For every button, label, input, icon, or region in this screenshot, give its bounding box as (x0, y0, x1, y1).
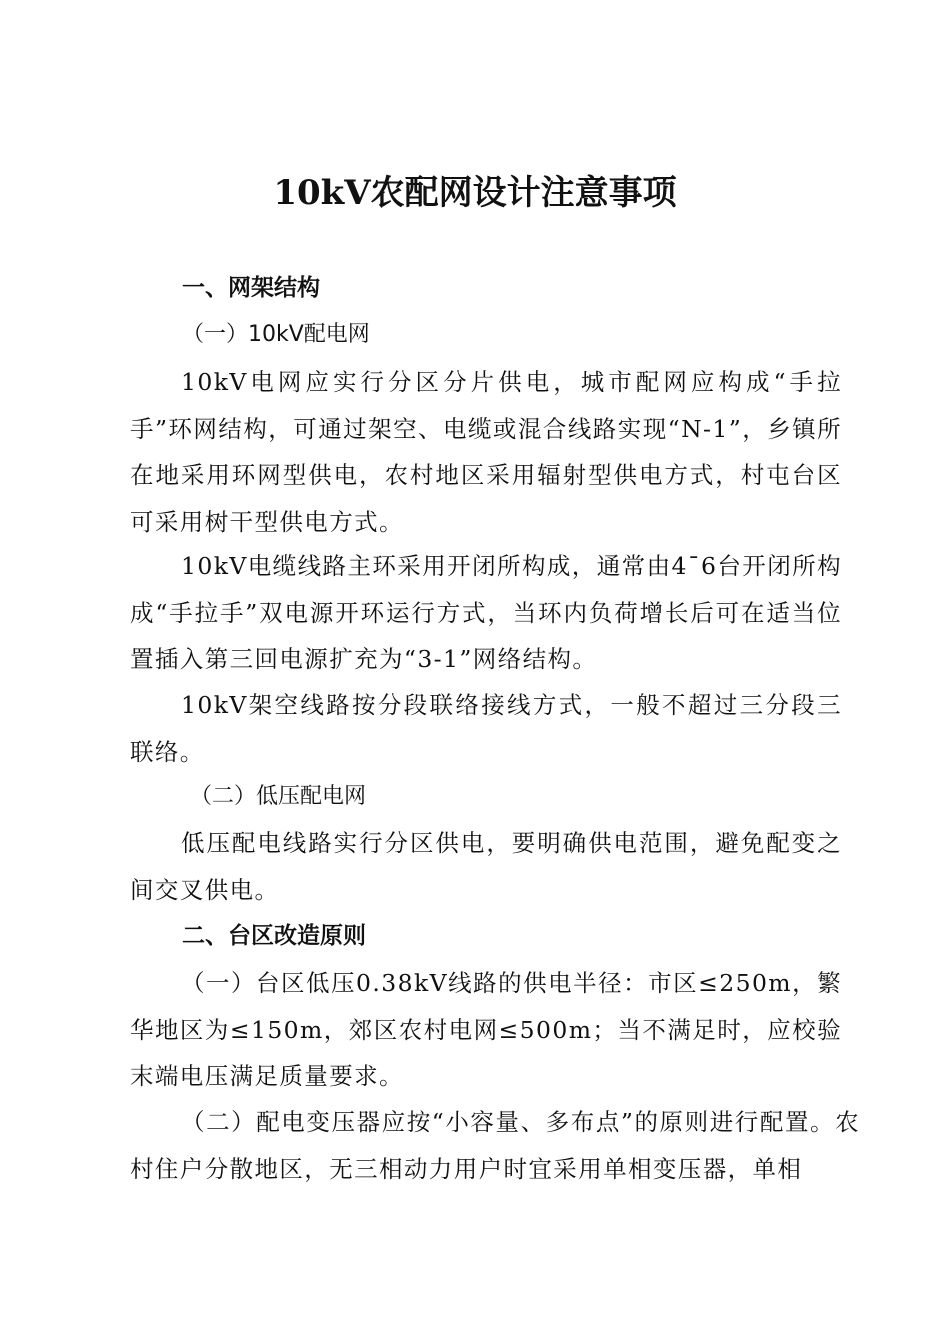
paragraph-supply-radius: （一）台区低压0.38kV线路的供电半径：市区≤250m，繁华地区为≤150m，郊区农村电网≤500m；当不满足时，应校验末端电压满足质量要求。 (130, 969, 842, 1090)
paragraph-transformer-config: （二）配电变压器应按“小容量、多布点”的原则进行配置。农村住户分散地区，无三相动力用户时宜采用单相变压器，单相 (130, 1108, 860, 1183)
section-heading-network-structure: 一、网架结构 (182, 275, 320, 301)
document-title: 10kV农配网设计注意事项 (273, 173, 677, 213)
paragraph-overhead-line: 10kV架空线路按分段联络接线方式，一般不超过三分段三联络。 (130, 691, 842, 766)
paragraph-partition-supply: 10kV电网应实行分区分片供电，城市配网应构成“手拉手”环网结构，可通过架空、电缆或混合线路实现“N-1”，乡镇所在地采用环网型供电，农村地区采用辐射型供电方式，村屯台区可采用树干型供电方式。 (130, 368, 842, 536)
paragraph-cable-ring: 10kV电缆线路主环采用开闭所构成，通常由4¯6台开闭所构成“手拉手”双电源开环运行方式，当环内负荷增长后可在适当位置插入第三回电源扩充为“3-1”网络结构。 (130, 552, 842, 673)
subheading-low-voltage: （二）低压配电网 (190, 784, 367, 809)
subheading-10kv-distribution: （一）10kV配电网 (182, 322, 370, 347)
section-heading-transformer-area: 二、台区改造原则 (182, 923, 366, 949)
paragraph-low-voltage-supply: 低压配电线路实行分区供电，要明确供电范围，避免配变之间交叉供电。 (130, 829, 842, 904)
